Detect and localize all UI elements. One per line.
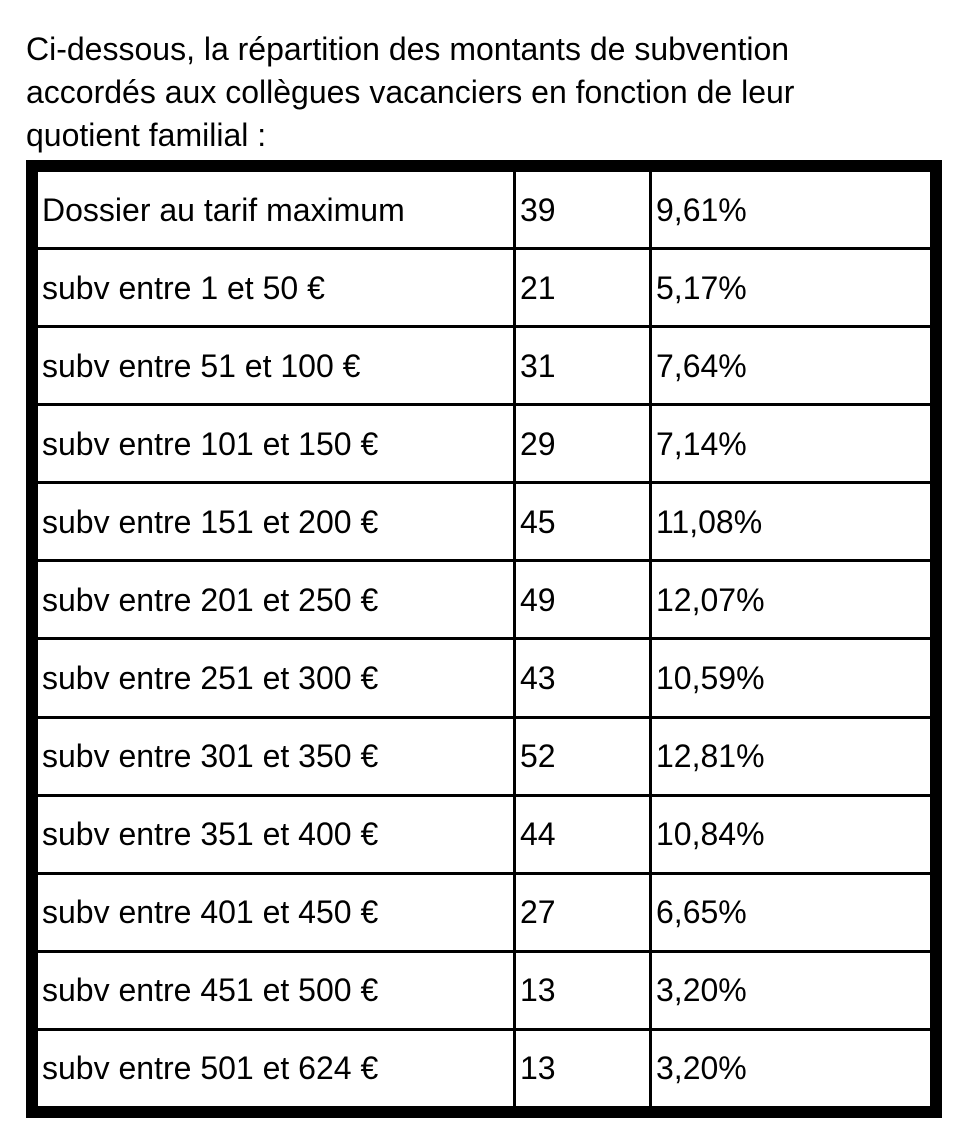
row-percent: 6,65%: [651, 873, 932, 951]
row-label: subv entre 251 et 300 €: [37, 639, 515, 717]
row-count: 13: [515, 951, 651, 1029]
row-label: subv entre 501 et 624 €: [37, 1029, 515, 1107]
subvention-table-frame: [26, 160, 942, 1118]
row-percent: 5,17%: [651, 249, 932, 327]
row-percent: 3,20%: [651, 951, 932, 1029]
row-label: subv entre 201 et 250 €: [37, 561, 515, 639]
row-label: subv entre 1 et 50 €: [37, 249, 515, 327]
row-percent: 7,64%: [651, 327, 932, 405]
row-count: 45: [515, 483, 651, 561]
row-count: 27: [515, 873, 651, 951]
subvention-table-body: [37, 171, 932, 1108]
row-label: subv entre 401 et 450 €: [37, 873, 515, 951]
row-count: 31: [515, 327, 651, 405]
row-count: 21: [515, 249, 651, 327]
row-percent: 3,20%: [651, 1029, 932, 1107]
subvention-table: [35, 169, 933, 1109]
row-percent: 9,61%: [651, 171, 932, 249]
row-percent: 11,08%: [651, 483, 932, 561]
table-row: [37, 639, 932, 717]
row-label: subv entre 51 et 100 €: [37, 327, 515, 405]
row-label: subv entre 351 et 400 €: [37, 795, 515, 873]
row-percent: 7,14%: [651, 405, 932, 483]
row-count: 13: [515, 1029, 651, 1107]
row-percent: 12,81%: [651, 717, 932, 795]
intro-paragraph: Ci-dessous, la répartition des montants de subvention accordés aux collègues vacanciers en fonction de leur quotient familial :: [26, 31, 795, 153]
row-percent: 10,59%: [651, 639, 932, 717]
row-count: 43: [515, 639, 651, 717]
table-row: [37, 405, 932, 483]
row-count: 29: [515, 405, 651, 483]
row-count: 39: [515, 171, 651, 249]
table-row: [37, 483, 932, 561]
table-row: [37, 327, 932, 405]
row-percent: 12,07%: [651, 561, 932, 639]
table-row: [37, 951, 932, 1029]
table-row: [37, 795, 932, 873]
table-row: [37, 561, 932, 639]
row-count: 49: [515, 561, 651, 639]
row-label: subv entre 451 et 500 €: [37, 951, 515, 1029]
row-label: subv entre 151 et 200 €: [37, 483, 515, 561]
row-percent: 10,84%: [651, 795, 932, 873]
row-label: subv entre 101 et 150 €: [37, 405, 515, 483]
row-count: 52: [515, 717, 651, 795]
row-label: Dossier au tarif maximum: [37, 171, 515, 249]
table-row: [37, 249, 932, 327]
row-label: subv entre 301 et 350 €: [37, 717, 515, 795]
table-row: [37, 873, 932, 951]
table-row: [37, 171, 932, 249]
table-row: [37, 717, 932, 795]
table-row: [37, 1029, 932, 1107]
row-count: 44: [515, 795, 651, 873]
